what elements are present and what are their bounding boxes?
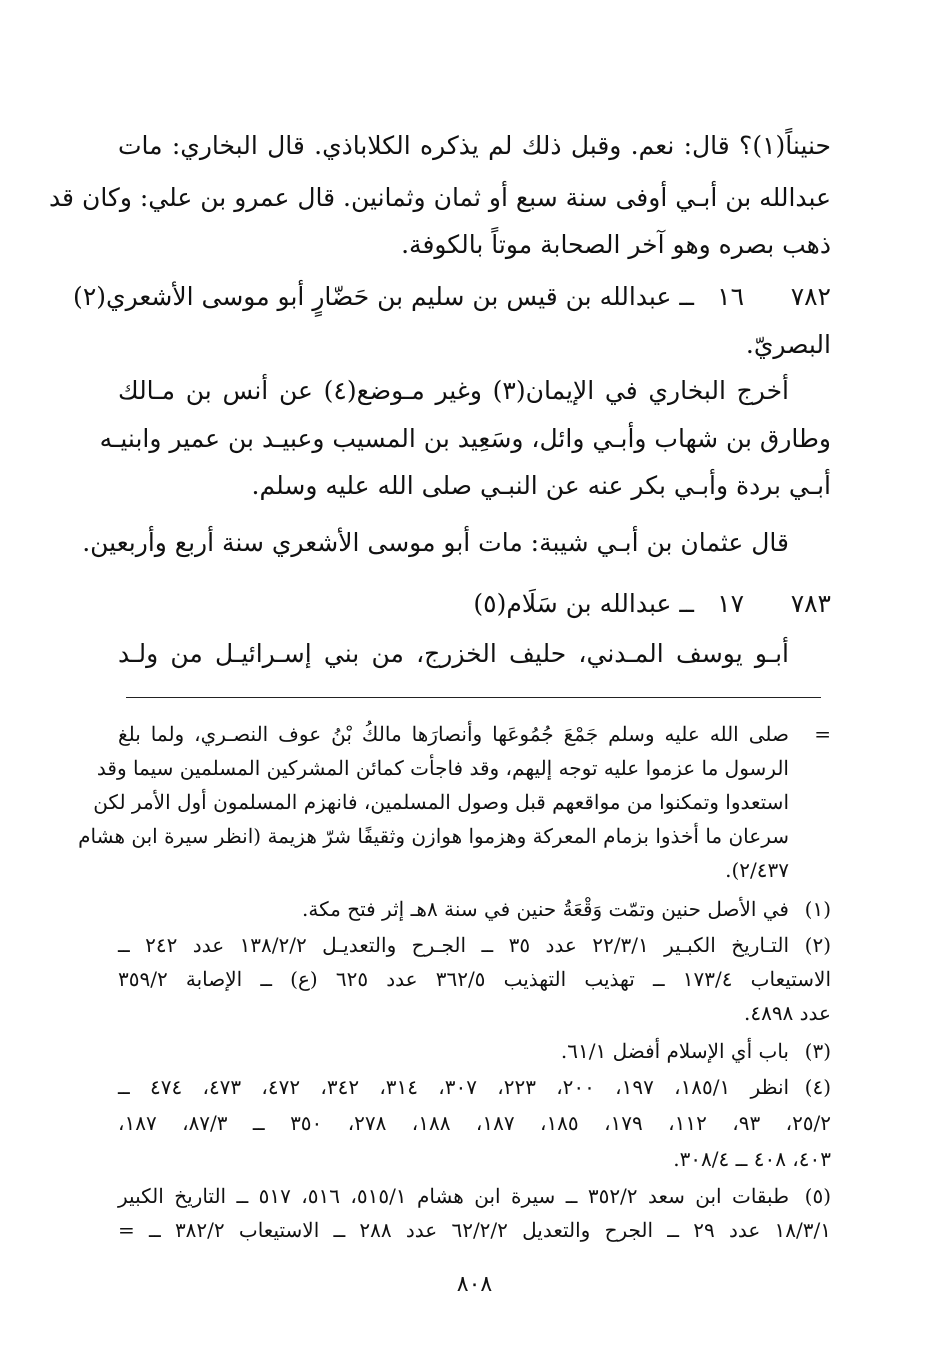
entry-heading: ــ عبدالله بن سَلَام(٥) (473, 589, 694, 618)
entry-index: ١٦ (717, 282, 744, 311)
footnote-line: عدد ٤٨٩٨. (743, 1001, 831, 1025)
footnote-line: صلى الله عليه وسلم جَمْعَ جُمُوعَها وأنصارَها مالكُ بْنُ عوف النصـري، ولما بلغ (118, 722, 789, 746)
footnote-line: ٤٠٣، ٤٠٨ ــ ٣٠٨/٤. (673, 1147, 831, 1171)
body-line: حنيناً(١)؟ قال: نعم. وقبل ذلك لم يذكره الكلاباذي. قال البخاري: مات (118, 131, 831, 160)
footnote-mark: (١) (804, 897, 831, 921)
footnote-line: طبقات ابن سعد ٣٥٢/٢ ــ سيرة ابن هشام ٥١٥/١، ٥١٦، ٥١٧ ــ التاريخ الكبير (118, 1184, 790, 1208)
body-line: وطارق بن شهاب وأبـي وائل، وسَعِيد بن المسيب وعبيـد بن عمير وابنيـه (99, 424, 831, 453)
footnote-mark: (٤) (804, 1075, 831, 1099)
body-line: عبدالله بن أبـي أوفى سنة سبع أو ثمان وثمانين. قال عمرو بن علي: وكان قد (48, 183, 831, 212)
body-line: أبـي بردة وأبـي بكر عنه عن النبـي صلى الله عليه وسلم. (251, 471, 831, 500)
footnote-line: ٢٥/٢، ٩٣، ١١٢، ١٧٩، ١٨٥، ١٨٧، ١٨٨، ٢٧٨، ٣٥٠ ــ ٨٧/٣، ١٨٧، (118, 1111, 832, 1135)
footnote-line: ١٨/٣/١ عدد ٢٩ ــ الجرح والتعديل ٦٢/٢/٢ عدد ٢٨٨ ــ الاستيعاب ٣٨٢/٢ ــ = (118, 1218, 831, 1242)
footnote-line: التـاريخ الكبـير ٢٢/٣/١ عدد ٣٥ ــ الجـرح والتعديـل ١٣٨/٢/٢ عدد ٢٤٢ ــ (118, 933, 789, 957)
body-line: ذهب بصره وهو آخر الصحابة موتاً بالكوفة. (401, 230, 831, 259)
body-line: أبـو يوسف المـدني، حليف الخزرج، من بني إسـرائيـل من ولـد (118, 639, 789, 668)
footnote-line: الاستيعاب ١٧٣/٤ ــ تهذيب التهذيب ٣٦٢/٥ عدد ٦٢٥ (ع) ــ الإصابة ٣٥٩/٢ (118, 967, 832, 991)
body-line: أخرج البخاري في الإيمان(٣) وغير مـوضع(٤) عن أنس بن مـالك (118, 376, 789, 405)
page-number: ٨٠٨ (456, 1272, 493, 1297)
footnote-line: استعدوا وتمكنوا من مواقعهم قبل وصول المسلمين، فانهزم المسلمون أول الأمر لكن (93, 790, 789, 814)
entry-index: ١٧ (717, 589, 744, 618)
body-line: قال عثمان بن أبـي شيبة: مات أبو موسى الأشعري سنة أربع وأربعين. (82, 528, 789, 557)
footnote-line: ٢/٤٣٧). (725, 858, 789, 882)
entry-number: ٧٨٣ (790, 589, 831, 618)
entry-heading: ــ عبدالله بن قيس بن سليم بن حَضّارٍ أبو موسى الأشعري(٢) (73, 282, 694, 311)
footnote-line: انظر ١٨٥/١، ١٩٧، ٢٠٠، ٢٢٣، ٣٠٧، ٣١٤، ٣٤٢، ٤٧٢، ٤٧٣، ٤٧٤ ــ (118, 1075, 790, 1099)
footnote-mark: (٣) (804, 1039, 831, 1063)
footnote-line: باب أي الإسلام أفضل ٦١/١. (560, 1039, 789, 1063)
entry-heading-cont: البصريّ. (745, 330, 831, 359)
entry-number: ٧٨٢ (790, 282, 831, 311)
footnote-line: في الأصل حنين وتمّت وَقْعَةُ حنين في سنة ٨هـ إثر فتح مكة. (302, 897, 789, 921)
footnote-line: الرسول ما عزموا عليه توجه إليهم، وقد فاجأت كمائن المشركين المسلمين سيما وقد (96, 756, 789, 780)
footnote-mark: (٢) (804, 933, 831, 957)
footnote-continuation-mark: = (814, 722, 831, 746)
footnote-rule (126, 697, 821, 698)
footnote-line: سرعان ما أخذوا بزمام المعركة وهزموا هوازن وثقيفًا شرّ هزيمة (انظر سيرة ابن هشام (78, 824, 789, 848)
footnote-mark: (٥) (804, 1184, 831, 1208)
